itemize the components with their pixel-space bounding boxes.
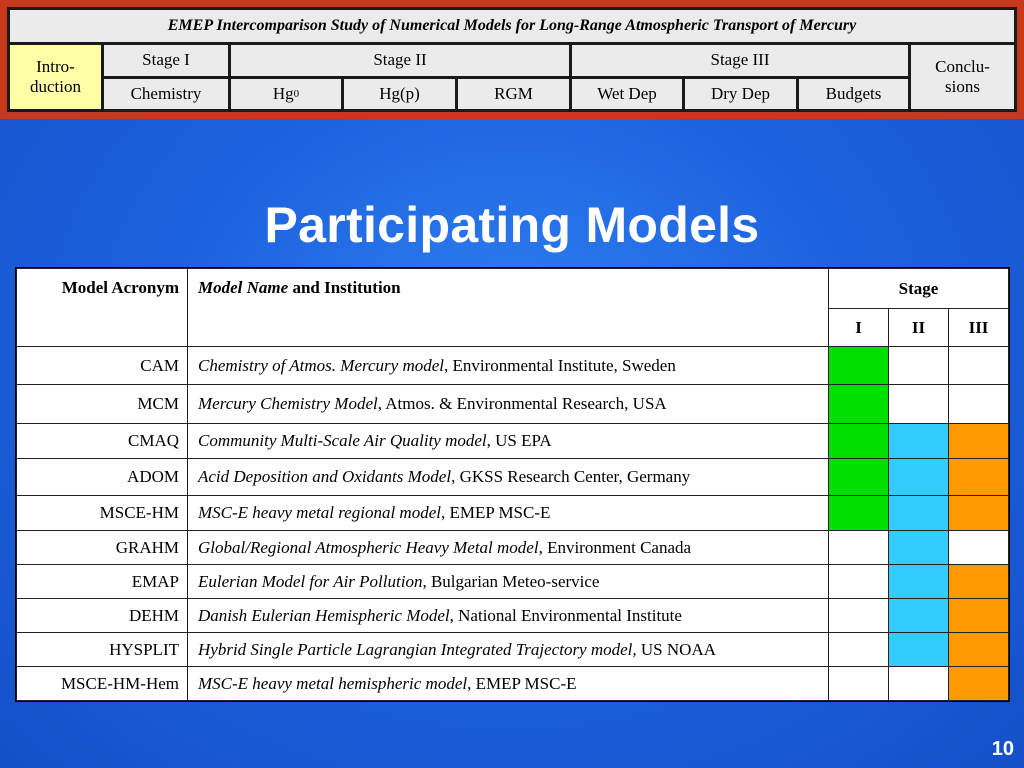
model-name-cell <box>188 347 829 385</box>
model-name: MSC-E heavy metal hemispheric model <box>198 673 468 693</box>
model-institution: , EMEP MSC-E <box>440 503 551 522</box>
model-name: Hybrid Single Particle Lagrangian Integrated Trajectory model <box>198 639 633 659</box>
model-name: MSC-E heavy metal regional model <box>198 503 441 522</box>
stage-3-cell <box>949 459 1009 496</box>
page-number: 10 <box>991 738 1014 760</box>
header-model-name-italic: Model Name <box>198 278 289 297</box>
model-acronym: DEHM <box>17 599 188 633</box>
model-institution: , GKSS Research Center, Germany <box>451 467 691 486</box>
table-row <box>17 424 1009 459</box>
model-name: Acid Deposition and Oxidants Model <box>198 467 452 486</box>
header-row <box>17 269 1009 309</box>
model-acronym: EMAP <box>17 565 188 599</box>
stage-1-cell <box>829 424 889 459</box>
stage-1-cell <box>829 599 889 633</box>
model-name-cell <box>188 667 829 701</box>
stage-2-cell <box>889 347 949 385</box>
model-institution: , EMEP MSC-E <box>467 673 577 693</box>
stage-1-cell <box>829 347 889 385</box>
table-row <box>17 531 1009 565</box>
nav-hg0[interactable]: Hg 0 <box>231 79 341 109</box>
model-name-cell <box>188 459 829 496</box>
model-institution: , Environmental Institute, Sweden <box>444 355 676 375</box>
nav-stage-3[interactable]: Stage III <box>572 45 908 76</box>
nav-chemistry[interactable]: Chemistry <box>104 79 228 109</box>
nav-wet-dep[interactable]: Wet Dep <box>572 79 682 109</box>
stage-1-cell <box>829 633 889 667</box>
header-acronym: Model Acronym <box>17 269 188 347</box>
nav-intro-label: Intro- duction <box>30 56 81 96</box>
stage-3-cell <box>949 385 1009 424</box>
stage-3-cell <box>949 633 1009 667</box>
stage-1-cell <box>829 385 889 424</box>
nav-intro[interactable] <box>10 45 101 109</box>
nav-hg0-base: Hg <box>272 83 294 103</box>
header-stage-1: I <box>829 309 889 347</box>
stage-2-cell <box>889 599 949 633</box>
model-name: Danish Eulerian Hemispheric Model <box>198 605 450 625</box>
stage-3-cell <box>949 667 1009 701</box>
model-name: Chemistry of Atmos. Mercury model <box>198 355 444 375</box>
model-name-cell <box>188 385 829 424</box>
stage-1-cell <box>829 496 889 531</box>
header-stage: Stage <box>829 269 1009 309</box>
header-stage-2: II <box>889 309 949 347</box>
stage-3-cell <box>949 424 1009 459</box>
model-acronym: CAM <box>17 347 188 385</box>
model-name: Eulerian Model for Air Pollution <box>198 571 423 591</box>
navigation-bar <box>0 0 1024 119</box>
stage-2-cell <box>889 385 949 424</box>
stage-2-cell <box>889 565 949 599</box>
model-acronym: MCM <box>17 385 188 424</box>
model-acronym: ADOM <box>17 459 188 496</box>
stage-1-cell <box>829 565 889 599</box>
header-institution: and Institution <box>288 278 401 297</box>
stage-3-cell <box>949 531 1009 565</box>
table-row <box>17 385 1009 424</box>
stage-2-cell <box>889 424 949 459</box>
navigation-grid <box>7 7 1017 112</box>
model-acronym: MSCE-HM <box>17 496 188 531</box>
model-name-cell <box>188 633 829 667</box>
stage-2-cell <box>889 531 949 565</box>
table-row <box>17 347 1009 385</box>
model-acronym: HYSPLIT <box>17 633 188 667</box>
header-model-name <box>188 269 829 347</box>
model-name-cell <box>188 531 829 565</box>
table-row <box>17 565 1009 599</box>
stage-3-cell <box>949 599 1009 633</box>
model-name: Global/Regional Atmospheric Heavy Metal model <box>198 537 539 557</box>
table-row <box>17 599 1009 633</box>
nav-conclusions[interactable] <box>911 45 1014 109</box>
nav-rgm[interactable]: RGM <box>458 79 569 109</box>
table-row <box>17 496 1009 531</box>
stage-2-cell <box>889 667 949 701</box>
model-institution: , US EPA <box>486 431 552 450</box>
stage-3-cell <box>949 565 1009 599</box>
model-institution: , Environment Canada <box>538 537 692 557</box>
stage-1-cell <box>829 459 889 496</box>
model-acronym: MSCE-HM-Hem <box>17 667 188 701</box>
model-institution: , US NOAA <box>632 639 716 659</box>
model-name: Community Multi-Scale Air Quality model <box>198 431 487 450</box>
model-institution: , National Environmental Institute <box>449 605 682 625</box>
model-institution: , Bulgarian Meteo-service <box>422 571 600 591</box>
nav-budgets[interactable]: Budgets <box>799 79 908 109</box>
presentation-title: EMEP Intercomparison Study of Numerical Models for Long-Range Atmospheric Transport of Mercury <box>10 10 1014 42</box>
stage-2-cell <box>889 496 949 531</box>
stage-1-cell <box>829 667 889 701</box>
model-acronym: CMAQ <box>17 424 188 459</box>
header-stage-3: III <box>949 309 1009 347</box>
model-name: Mercury Chemistry Model <box>198 394 378 413</box>
nav-conclusions-label: Conclu- sions <box>935 56 990 96</box>
nav-stage-1[interactable]: Stage I <box>104 45 228 76</box>
nav-dry-dep[interactable]: Dry Dep <box>685 79 796 109</box>
table-row <box>17 459 1009 496</box>
stage-2-cell <box>889 633 949 667</box>
table-row <box>17 667 1009 701</box>
model-institution: , Atmos. & Environmental Research, USA <box>377 394 667 413</box>
table-row <box>17 633 1009 667</box>
stage-3-cell <box>949 496 1009 531</box>
stage-1-cell <box>829 531 889 565</box>
models-table <box>16 268 1009 701</box>
page-title: Participating Models <box>264 197 760 253</box>
model-name-cell <box>188 496 829 531</box>
nav-stage-2[interactable]: Stage II <box>231 45 569 76</box>
model-name-cell <box>188 599 829 633</box>
model-name-cell <box>188 424 829 459</box>
model-acronym: GRAHM <box>17 531 188 565</box>
stage-3-cell <box>949 347 1009 385</box>
nav-hgp[interactable]: Hg(p) <box>344 79 455 109</box>
stage-2-cell <box>889 459 949 496</box>
model-name-cell <box>188 565 829 599</box>
